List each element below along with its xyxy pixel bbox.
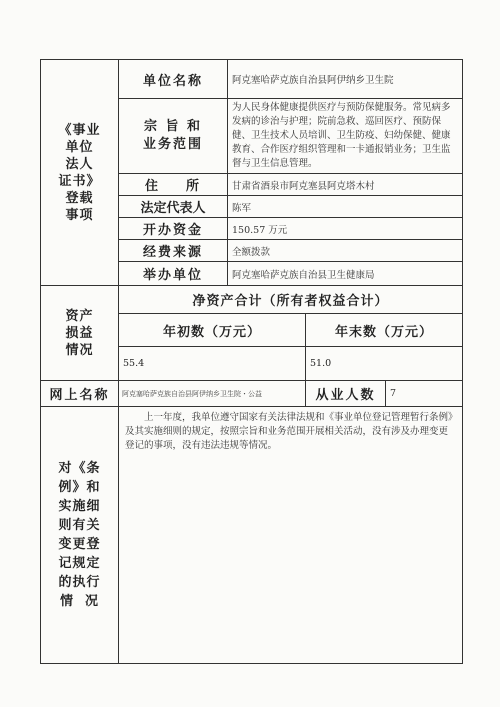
unit-name-value: 阿克塞哈萨克族自治县阿伊纳乡卫生院 <box>228 60 463 99</box>
legal-rep-label: 法定代表人 <box>119 196 228 218</box>
net-assets-header: 净资产合计（所有者权益合计） <box>119 286 463 314</box>
execution-statement: 上一年度，我单位遵守国家有关法律法规和《事业单位登记管理暂行条例》及其实施细则的规定，按照宗旨和业务范围开展相关活动，没有涉及办理变更登记的事项，没有违法违规等情况。 <box>119 407 463 664</box>
online-name-value: 阿克塞哈萨克族自治县阿伊纳乡卫生院・公益 <box>119 381 306 407</box>
funds-label: 开办资金 <box>119 218 228 240</box>
start-of-year-value: 55.4 <box>119 347 306 381</box>
address-value: 甘肃省酒泉市阿克塞县阿克塔木村 <box>228 174 463 196</box>
end-of-year-header: 年末数（万元） <box>306 314 463 347</box>
source-label: 经费来源 <box>119 240 228 262</box>
start-of-year-header: 年初数（万元） <box>119 314 306 347</box>
section-assets-label: 资产 损益 情况 <box>41 286 119 381</box>
sponsor-value: 阿克塞哈萨克族自治县卫生健康局 <box>228 262 463 286</box>
end-of-year-value: 51.0 <box>306 347 463 381</box>
registration-form-table <box>40 59 463 664</box>
purpose-value: 为人民身体健康提供医疗与预防保健服务。常见病多发病的诊治与护理；院前急救、巡回医疗、预防保健、卫生技术人员培训、卫生防疫、妇幼保健、健康教育、合作医疗组织管理和一卡通报销业务；卫生监督与卫生信息管理。 <box>228 99 463 174</box>
employees-label: 从业人数 <box>306 381 386 407</box>
section-registration-label: 《事业 单位 法人 证书》 登载 事项 <box>41 60 119 286</box>
purpose-label: 宗 旨 和 业务范围 <box>119 99 228 174</box>
funds-value: 150.57 万元 <box>228 218 463 240</box>
address-label: 住 所 <box>119 174 228 196</box>
unit-name-label: 单位名称 <box>119 60 228 99</box>
online-name-label: 网上名称 <box>41 381 119 407</box>
legal-rep-value: 陈军 <box>228 196 463 218</box>
employees-value: 7 <box>386 381 463 407</box>
source-value: 全额拨款 <box>228 240 463 262</box>
sponsor-label: 举办单位 <box>119 262 228 286</box>
section-execution-label: 对《条 例》和 实施细 则有关 变更登 记规定 的执行 情 况 <box>41 407 119 664</box>
